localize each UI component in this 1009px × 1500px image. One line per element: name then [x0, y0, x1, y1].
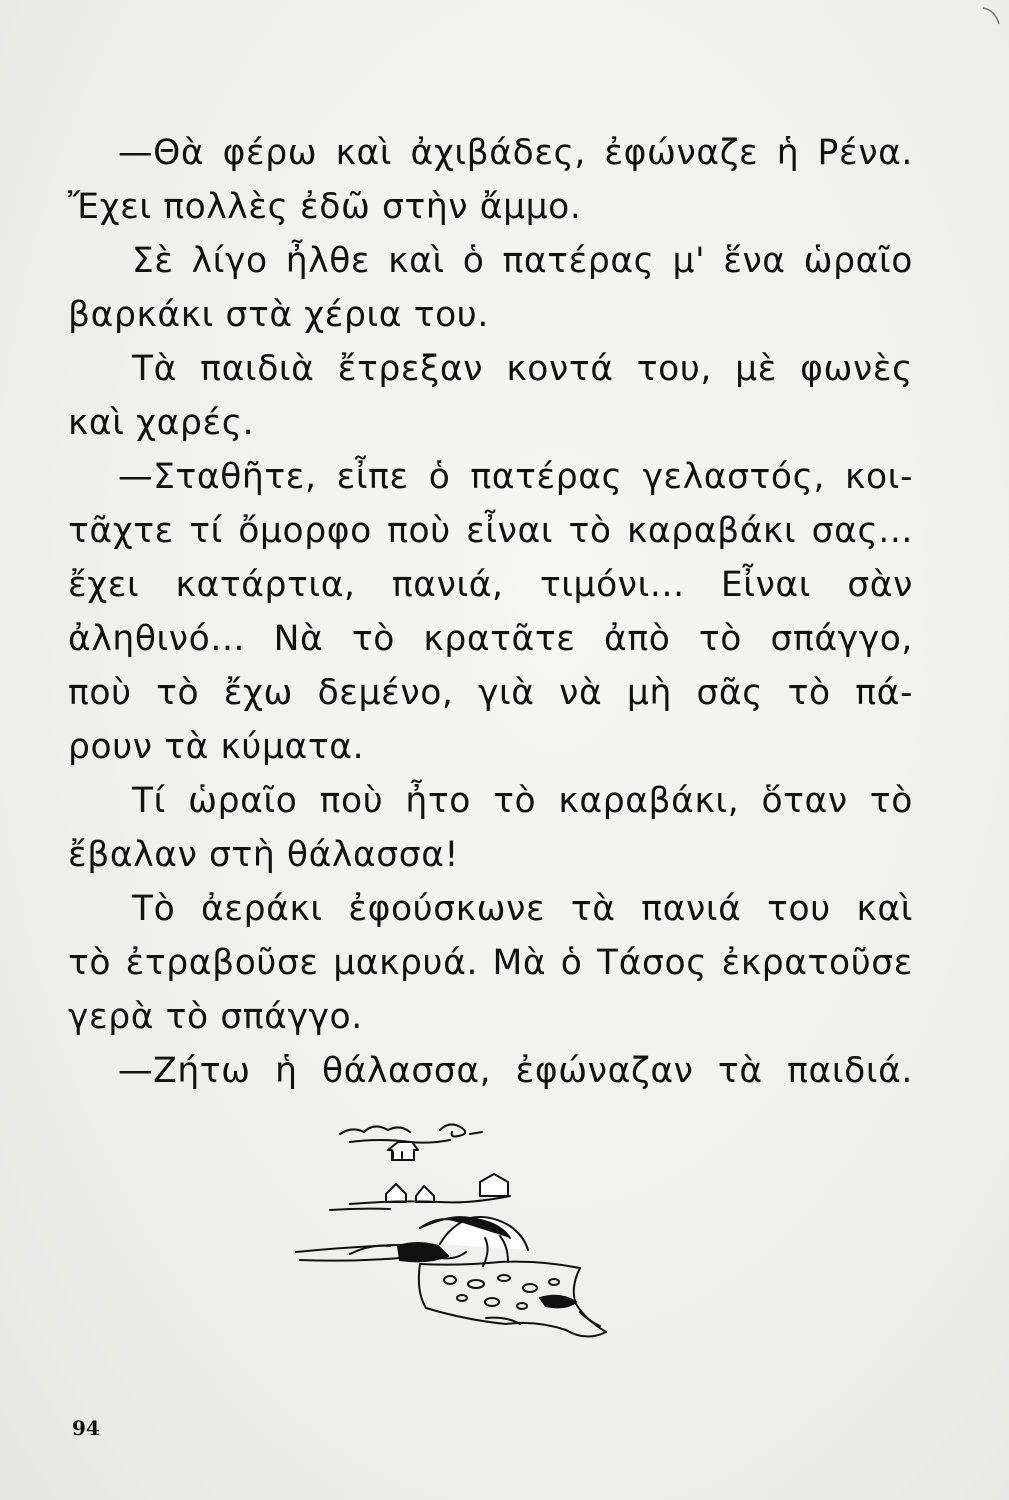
text-line: τὸ ἐτραβοῦσε μακρυά. Μὰ ὁ Τάσος ἐκρατοῦσε	[68, 943, 913, 983]
text-line: τᾶχτε τί ὄμορφο ποὺ εἶναι τὸ καραβάκι σας...	[68, 511, 913, 551]
text-line: ἀληθινό... Νὰ τὸ κρατᾶτε ἀπὸ τὸ σπάγγο,	[68, 619, 913, 659]
text-line: Τὰ παιδιὰ ἔτρεξαν κοντά του, μὲ φωνὲς	[132, 349, 913, 389]
page-corner-fold-icon	[979, 4, 1003, 28]
text-line: Τί ὡραῖο ποὺ ἦτο τὸ καραβάκι, ὅταν τὸ	[132, 781, 913, 821]
text-line: καὶ χαρές.	[68, 403, 255, 443]
text-line: Σὲ λίγο ἦλθε καὶ ὁ πατέρας μ' ἕνα ὡραῖο	[132, 241, 913, 281]
text-line: Ἔχει πολλὲς ἐδῶ στὴν ἄμμο.	[68, 187, 582, 227]
text-line: ἔχει κατάρτια, πανιά, τιμόνι... Εἶναι σὰν	[68, 565, 913, 605]
text-line: —Ζήτω ἡ θάλασσα, ἐφώναζαν τὰ παιδιά.	[118, 1051, 913, 1091]
text-line: —Σταθῆτε, εἶπε ὁ πατέρας γελαστός, κοι-	[118, 457, 913, 497]
text-line: βαρκάκι στὰ χέρια του.	[68, 295, 489, 335]
text-line: ρουν τὰ κύματα.	[68, 727, 365, 767]
text-line: —Θὰ φέρω καὶ ἀχιβάδες, ἐφώναζε ἡ Ρένα.	[118, 133, 913, 173]
cloud-icon	[340, 1126, 410, 1134]
beach-illustration	[290, 1112, 650, 1352]
text-line: Τὸ ἀεράκι ἐφούσκωνε τὰ πανιά του καὶ	[132, 889, 913, 929]
story-text	[68, 126, 913, 1098]
text-line: ἔβαλαν στὴ θάλασσα!	[68, 835, 459, 875]
text-line: ποὺ τὸ ἔχω δεμένο, γιὰ νὰ μὴ σᾶς τὸ πά-	[68, 673, 913, 713]
page-number: 94	[72, 1416, 100, 1440]
text-line: γερὰ τὸ σπάγγο.	[68, 997, 363, 1037]
